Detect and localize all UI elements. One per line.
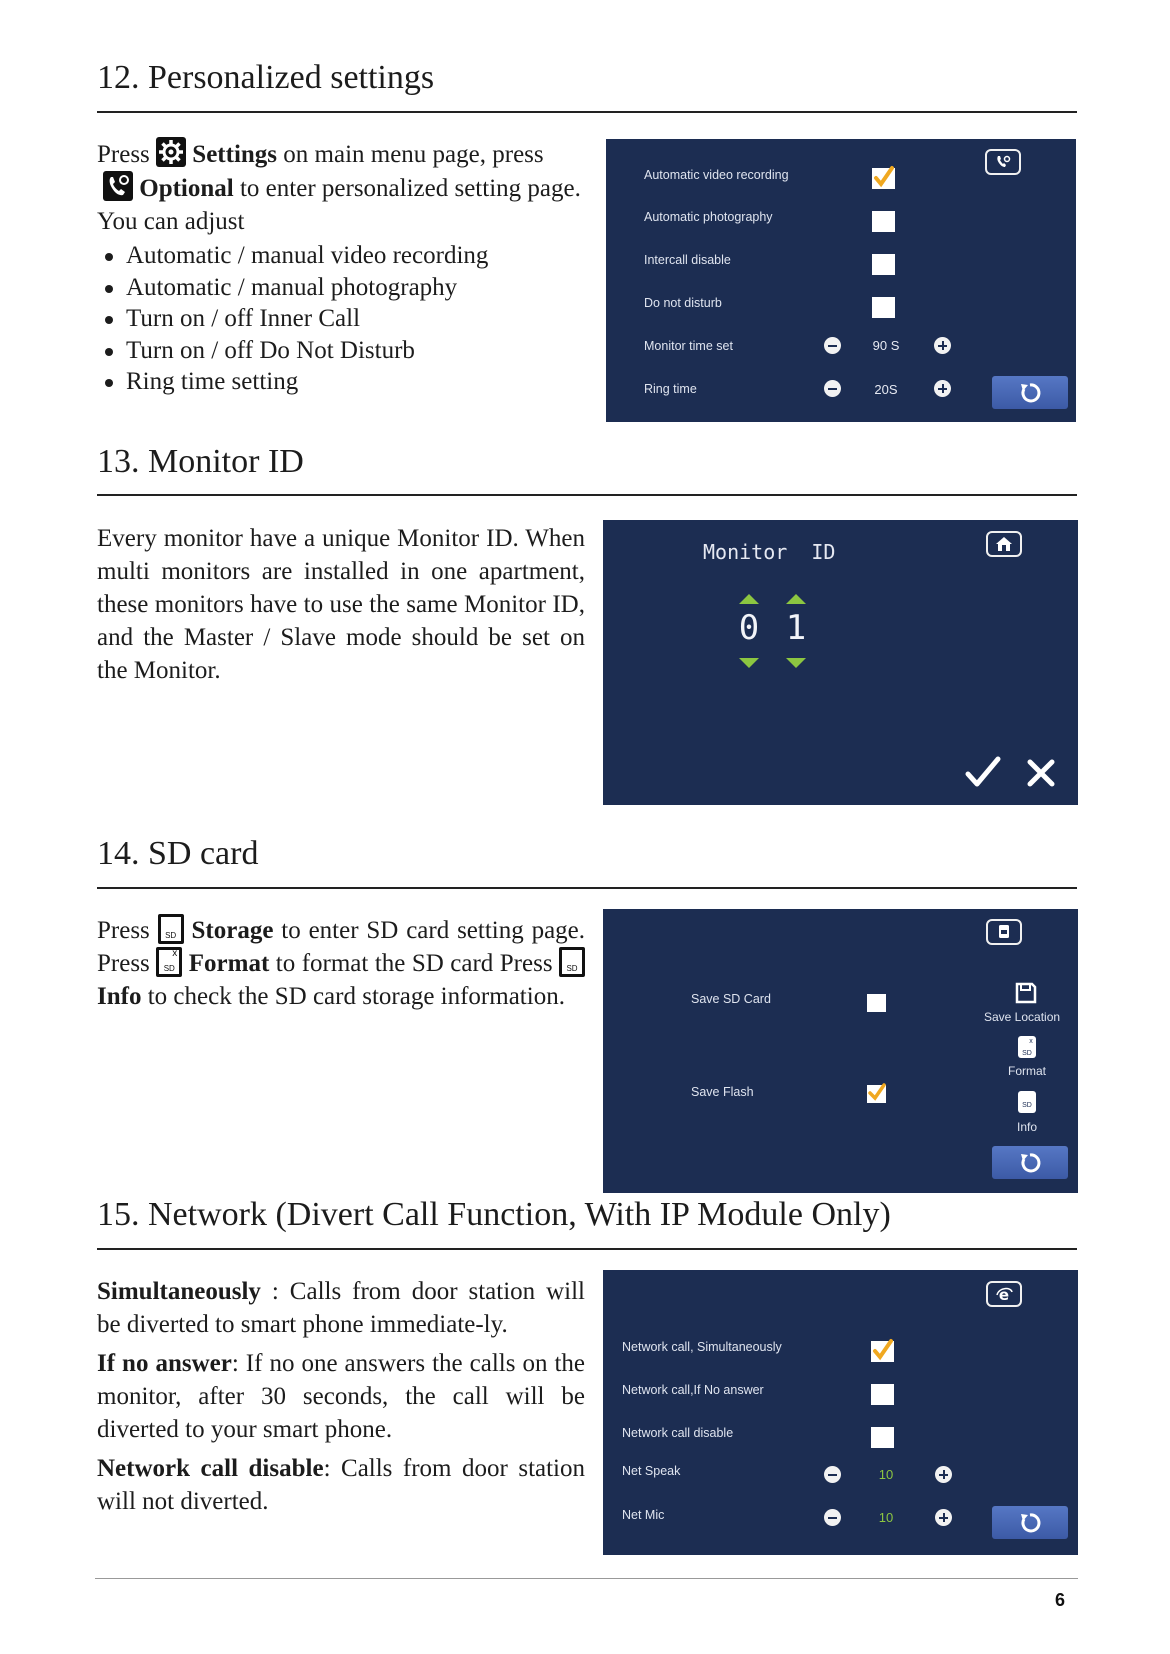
network-simultaneously-label: Network call, Simultaneously	[622, 1340, 782, 1354]
monitor-id-title: Monitor ID	[703, 540, 836, 564]
if-no-answer-label: If no answer	[97, 1350, 232, 1377]
back-button[interactable]	[992, 1506, 1068, 1539]
section-title-personalized-settings: 12. Personalized settings	[97, 59, 435, 96]
network-screen	[603, 1270, 1078, 1555]
list-item: Turn on / off Do Not Disturb	[97, 335, 585, 367]
section-title-network: 15. Network (Divert Call Function, With IP Module Only)	[97, 1196, 891, 1233]
sd-card-icon: SD	[158, 914, 184, 944]
list-item: Automatic / manual photography	[97, 272, 585, 304]
minus-icon[interactable]	[824, 1509, 841, 1526]
svg-text:SD: SD	[1022, 1102, 1032, 1109]
section-title-sd-card: 14. SD card	[97, 835, 259, 872]
text-to-format: to format the SD card Press	[275, 950, 553, 977]
monitor-time-label: Monitor time set	[644, 339, 733, 353]
sd-info-icon: SD	[559, 947, 585, 977]
sd-card-icon[interactable]	[986, 919, 1022, 945]
footer-divider	[95, 1578, 1078, 1579]
settings-label: Settings	[192, 141, 278, 168]
minus-icon[interactable]	[824, 337, 841, 354]
section-title-monitor-id: 13. Monitor ID	[97, 443, 304, 480]
phone-settings-icon[interactable]	[985, 149, 1021, 175]
ring-time-value: 20S	[874, 382, 898, 397]
network-call-disable-checkbox[interactable]	[871, 1427, 894, 1448]
save-location-icon[interactable]	[1014, 981, 1038, 1005]
home-icon[interactable]	[986, 531, 1022, 557]
save-flash-label: Save Flash	[691, 1085, 754, 1099]
network-call-disable-label: Network call disable	[97, 1455, 324, 1482]
save-location-label: Save Location	[984, 1010, 1061, 1024]
intercall-disable-checkbox[interactable]	[872, 254, 895, 275]
network-if-no-answer-checkbox[interactable]	[871, 1384, 894, 1405]
back-arrow-icon	[1018, 1151, 1042, 1175]
section-divider	[97, 494, 1077, 496]
monitor-id-paragraph: Every monitor have a unique Monitor ID. When multi monitors are installed in one apartment, these monitors have to use the same Monitor ID, and the Master / Slave mode should be set on the Monitor.	[97, 525, 585, 684]
phone-settings-icon	[103, 171, 133, 201]
save-sd-card-checkbox[interactable]	[867, 994, 886, 1012]
auto-photography-checkbox[interactable]	[872, 211, 895, 232]
info-label: Info	[97, 983, 142, 1010]
back-arrow-icon	[1018, 1511, 1042, 1535]
sd-format-icon: x SD	[156, 947, 182, 977]
save-sd-card-label: Save SD Card	[691, 992, 771, 1006]
svg-text:SD: SD	[1022, 1050, 1032, 1057]
info-label: Info	[1017, 1120, 1038, 1134]
confirm-check-icon[interactable]	[965, 756, 1001, 788]
network-if-no-answer-label: Network call,If No answer	[622, 1383, 764, 1397]
close-icon[interactable]	[1026, 758, 1056, 788]
do-not-disturb-label: Do not disturb	[644, 296, 722, 310]
monitor-id-screen	[603, 520, 1078, 805]
personalized-settings-screen	[606, 139, 1076, 422]
optional-label: Optional	[139, 175, 234, 202]
format-label: Format	[188, 950, 270, 977]
list-item: Ring time setting	[97, 366, 585, 398]
digit2-up-arrow-icon[interactable]	[785, 592, 807, 606]
save-flash-checkbox[interactable]	[867, 1085, 886, 1103]
text-to-check: to check the SD card storage information.	[147, 983, 565, 1010]
simultaneously-label: Simultaneously	[97, 1278, 261, 1305]
text-press: Press	[97, 917, 150, 944]
plus-icon[interactable]	[935, 1466, 952, 1483]
list-item: Turn on / off Inner Call	[97, 303, 585, 335]
personalized-options-list	[97, 240, 585, 398]
svg-text:e: e	[998, 1286, 1010, 1304]
text-to-enter-sd: to enter SD card setting page. Press	[97, 917, 586, 977]
simultaneously-description: : Calls from door station will be diverted to smart phone immediate-ly.	[97, 1278, 585, 1338]
network-call-disable-description: : Calls from door station will not diverted.	[97, 1455, 586, 1515]
sd-card-screen	[603, 909, 1078, 1193]
net-speak-value: 10	[878, 1467, 894, 1482]
svg-text:x: x	[1029, 1038, 1033, 1045]
auto-video-recording-label: Automatic video recording	[644, 168, 789, 182]
sd-info-icon[interactable]	[1016, 1089, 1038, 1115]
do-not-disturb-checkbox[interactable]	[872, 297, 895, 318]
back-button[interactable]	[992, 1146, 1068, 1179]
format-label: Format	[1008, 1064, 1047, 1078]
monitor-id-digit-2: 1	[785, 608, 807, 648]
section-divider	[97, 887, 1077, 889]
network-text	[97, 1275, 585, 1518]
monitor-id-digit-1: 0	[738, 608, 760, 648]
network-simultaneously-checkbox[interactable]	[871, 1341, 894, 1362]
net-speak-label: Net Speak	[622, 1464, 681, 1478]
auto-photography-label: Automatic photography	[644, 210, 773, 224]
browser-icon[interactable]	[986, 1281, 1022, 1307]
plus-icon[interactable]	[934, 380, 951, 397]
personalized-settings-text	[97, 137, 585, 398]
section-divider	[97, 111, 1077, 113]
intercall-disable-label: Intercall disable	[644, 253, 731, 267]
digit1-up-arrow-icon[interactable]	[738, 592, 760, 606]
minus-icon[interactable]	[824, 380, 841, 397]
back-button[interactable]	[992, 376, 1068, 409]
list-item: Automatic / manual video recording	[97, 240, 585, 272]
page-number: 6	[1055, 1590, 1066, 1610]
network-call-disable-label: Network call disable	[622, 1426, 734, 1440]
text-on-main-menu: on main menu page, press	[283, 141, 544, 168]
net-mic-value: 10	[878, 1510, 894, 1525]
auto-video-recording-checkbox[interactable]	[872, 168, 895, 189]
storage-label: Storage	[191, 917, 274, 944]
text-press: Press	[97, 141, 150, 168]
digit1-down-arrow-icon[interactable]	[738, 656, 760, 670]
section-divider	[97, 1248, 1077, 1250]
digit2-down-arrow-icon[interactable]	[785, 656, 807, 670]
sd-format-icon[interactable]	[1016, 1034, 1038, 1060]
text-to-enter: to enter personalized setting page. You can adjust	[97, 175, 581, 235]
net-mic-label: Net Mic	[622, 1508, 665, 1522]
monitor-time-value: 90 S	[872, 338, 900, 353]
plus-icon[interactable]	[934, 337, 951, 354]
minus-icon[interactable]	[824, 1466, 841, 1483]
ring-time-label: Ring time	[644, 382, 697, 396]
back-arrow-icon	[1018, 381, 1042, 405]
monitor-id-text	[97, 522, 585, 687]
sd-card-text	[97, 914, 585, 1013]
gear-icon	[156, 137, 186, 167]
plus-icon[interactable]	[935, 1509, 952, 1526]
if-no-answer-description: : If no one answers the calls on the monitor, after 30 seconds, the call will be diverted to your smart phone.	[97, 1350, 585, 1443]
